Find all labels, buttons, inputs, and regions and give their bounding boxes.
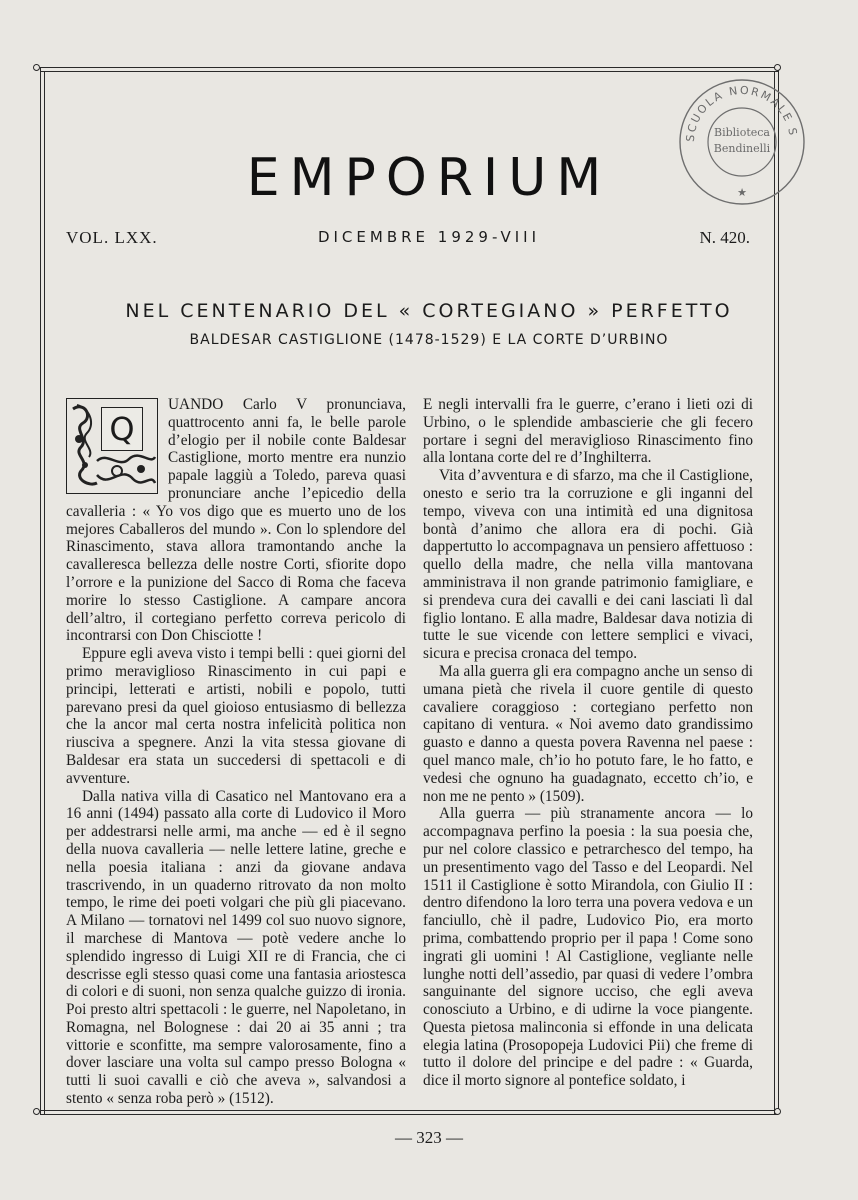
- issue-date: DICEMBRE 1929-VIII: [317, 228, 541, 246]
- frame-corner-ornament: [33, 64, 40, 71]
- masthead: EMPORIUM: [246, 148, 612, 208]
- paragraph: Eppure egli aveva visto i tempi belli : quei giorni del primo meraviglioso Rinascimento in cui papi e principi, letterati e artisti, nobili e popolo, tutti parevano presi da quel gioioso entusiasmo di bellezza che la ancor mal certa nostra infelicità politica non riusciva a spegnere. Anzi la vita stessa giovane di Baldesar era stata un succedersi di spettacoli e di avventure.: [66, 645, 406, 787]
- paragraph: E negli intervalli fra le guerre, c’erano i lieti ozi di Urbino, o le splendide ambascierie che gli fecero portare i segni del meraviglioso Rinascimento fino alla lontana corte del re d’Inghilterra.: [423, 396, 753, 467]
- article-column-left: [66, 396, 406, 1108]
- stamp-line-1: Biblioteca: [714, 126, 770, 139]
- paragraph: Alla guerra — più stranamente ancora — lo accompagnava perfino la poesia : la sua poesia che, pur nel colore classico e petrarchesco del tempo, ha un presentimento vago del Tasso e del Leopardi. Nel 1511 il Castiglione è sotto Mirandola, con Giulio II : dentro difendono la loro terra una povera vedova e un fanciullo, chè il padre, Ludovico Pio, era morto prima, combattendo proprio per il papa ! Come sono ingrati gli uomini ! Al Castiglione, vegliante nelle lunghe notti dell’assedio, par quasi di vedere l’ombra sanguinante del signore ucciso, che egli aveva conosciuto a Urbino, e di udirne la voce piangente. Questa pietosa malinconia si effonde in una delicata elegia latina (Prosopopeja Ludovici Pii) che freme di tutto il dolore del principe e del padre : « Guarda, dice il morto signore al pontefice soldato, i: [423, 805, 753, 1090]
- frame-left-rule: [40, 67, 41, 1114]
- paragraph: UANDO Carlo V pronunciava, quattrocento anni fa, le belle parole d’elogio per il nobile conte Baldesar Castiglione, morto mentre era nunzio papale laggiù a Toledo, pareva quasi pronunciare anche l’epicedio della cavalleria : « Yo vos digo que es muerto uno de los mejores Caballeros del mundo ». Con lo splendore del Rinascimento, stava allora tramontando anche la cavalleresca bellezza delle nostre Corti, sfiorite dopo l’orrore e la punizione del Sacco di Roma che faceva morire lo stesso Castiglione. A campare ancora dell’altro, il cortegiano perfetto correva pericolo di incontrarsi con Don Chisciotte !: [66, 396, 406, 645]
- article-subtitle: BALDESAR CASTIGLIONE (1478-1529) E LA CORTE D’URBINO: [189, 332, 669, 348]
- stamp-outer-text: SCUOLA NORMALE S: [683, 83, 800, 143]
- frame-corner-ornament: [774, 1108, 781, 1115]
- frame-right-rule: [778, 67, 779, 1114]
- frame-corner-ornament: [774, 64, 781, 71]
- article-title: NEL CENTENARIO DEL « CORTEGIANO » PERFETTO: [125, 300, 733, 322]
- dropcap-ornament: [66, 398, 158, 494]
- page-number: — 323 —: [395, 1128, 463, 1147]
- frame-bottom-rule: [40, 1110, 778, 1111]
- volume-label: VOL. LXX.: [66, 228, 158, 247]
- frame-bottom-rule-inner: [40, 1114, 778, 1115]
- star-icon: ★: [737, 186, 747, 199]
- paragraph: Ma alla guerra gli era compagno anche un senso di umana pietà che rivela il cuore gentile di questo cavaliere coraggioso : cortegiano perfetto non capitano di ventura. « Noi avemo dato grandissimo guasto e danno a questa povera Ravenna nel paese : quel manco male, ch’io ho potuto fare, le ho fatto, e vedesi che ognuno ha guadagnato, eccetto ch’io, e non me ne pento » (1509).: [423, 662, 753, 805]
- dropcap-letter: Q: [101, 407, 143, 451]
- frame-corner-ornament: [33, 1108, 40, 1115]
- frame-top-rule-inner: [40, 71, 778, 72]
- stamp-line-2: Bendinelli: [713, 142, 771, 155]
- issue-number: N. 420.: [699, 228, 750, 247]
- frame-top-rule: [40, 67, 778, 68]
- paragraph: Dalla nativa villa di Casatico nel Mantovano era a 16 anni (1494) passato alla corte di Ludovico il Moro per addestrarsi nelle armi, ma anche — ed è il segno della nuova cavalleria — nelle lettere latine, greche e nella poesia italiana : anzi da giovane andava trascrivendo, in un quaderno ritrovato da non molto tempo, le rime dei poeti volgari che più gli piacevano. A Milano — tornatovi nel 1499 col suo nuovo signore, il marchese di Mantova — potè vedere anche lo splendido ingresso di Luigi XII re di Francia, che ci descrisse egli stesso quasi come una fantasia ariostesca di colori e di suoni, non senza qualche guizzo di ironia. Poi presto altri spettacoli : le guerre, nel Napoletano, in Romagna, nel Bolognese : dai 20 ai 35 anni ; tra vittorie e sconfitte, ma sempre valorosamente, fino a dover lasciare una volta sul campo presso Bologna « tutti li suoi cavalli e ciò che aveva », salvandosi a stento « senza roba però » (1512).: [66, 787, 406, 1108]
- article-column-right: [423, 396, 753, 1090]
- paragraph: Vita d’avventura e di sfarzo, ma che il Castiglione, onesto e serio tra la corruzione e gli inganni del tempo, viveva con una intimità ed una dignitosa bontà d’animo che allora era di pochi. Già dappertutto lo accompagnava un pensiero affettuoso : quello della madre, che nella villa mantovana amministrava il non grande patrimonio famigliare, e si prendeva cura dei cavalli e dei cani lasciati lì dal figlio lontano. E alla madre, Baldesar dava notizia di tutte le sue vicende con lettere semplici e vivaci, sicura e precisa cronaca del tempo.: [423, 467, 753, 663]
